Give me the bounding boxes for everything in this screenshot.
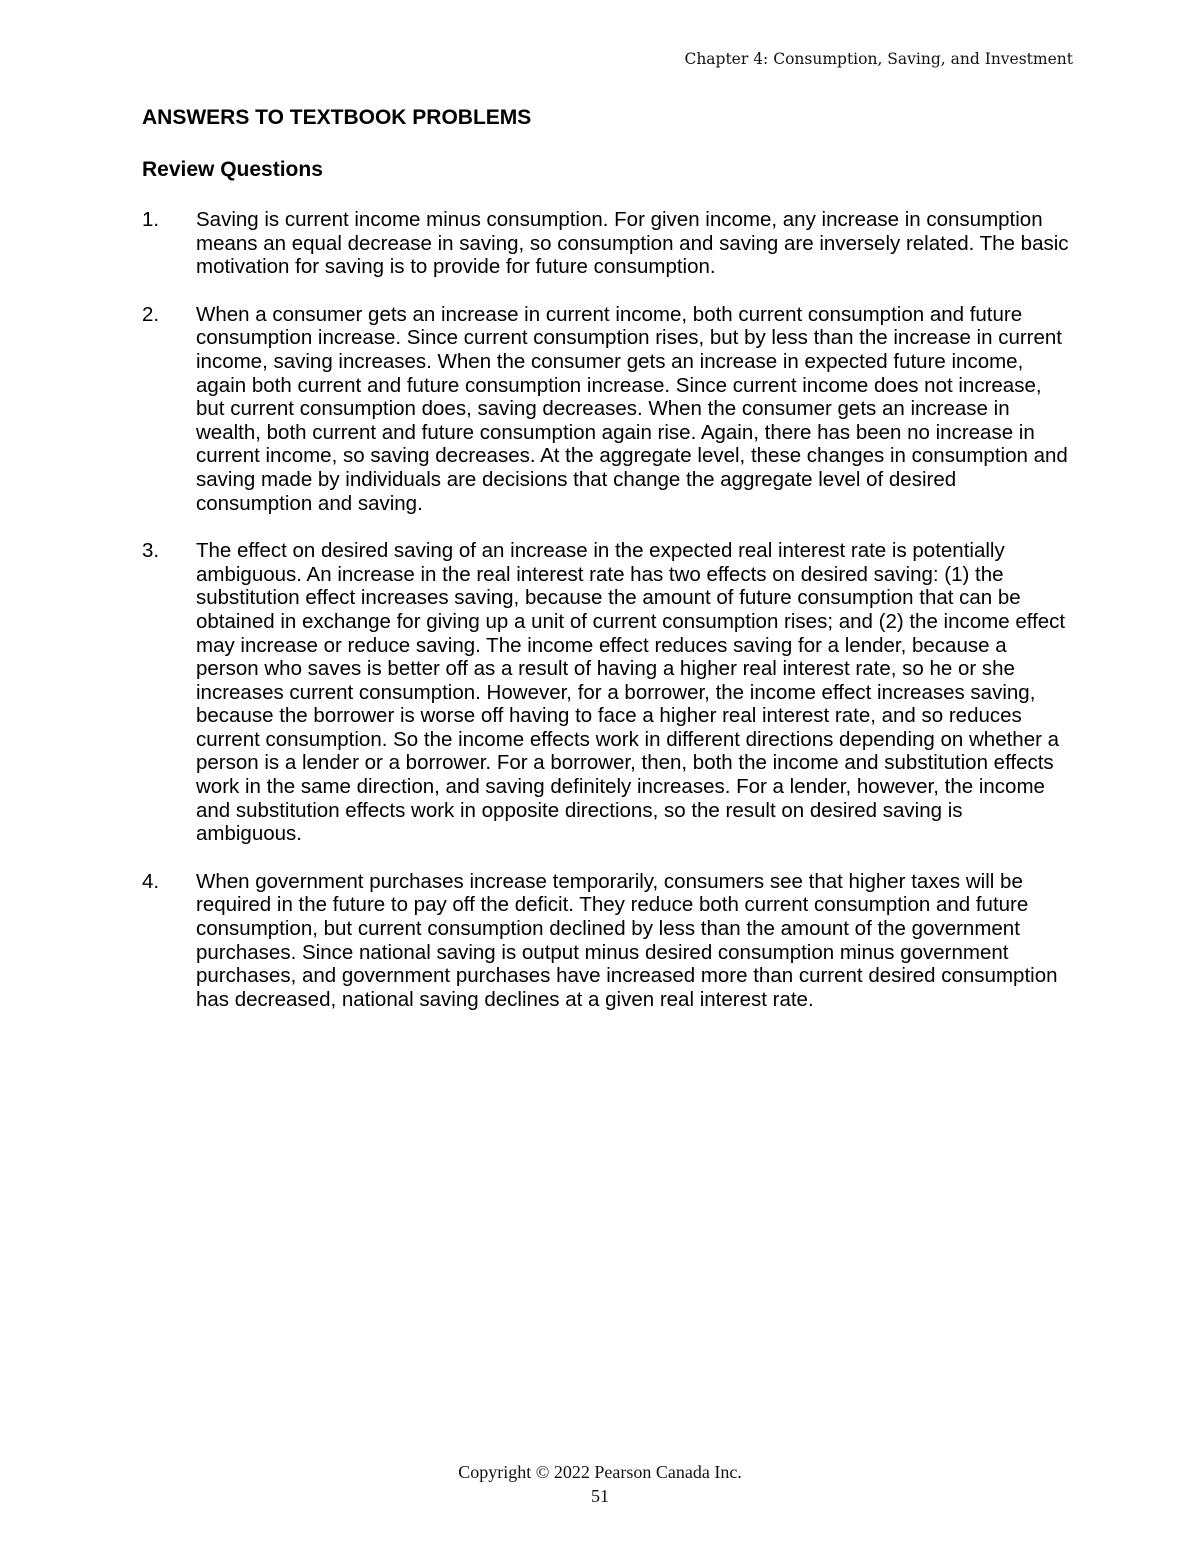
question-number: 1. [142, 208, 160, 231]
question-answer-text: When a consumer gets an increase in current income, both current consumption and future consumption increase. Since current consumption rises, but by less than the increase in current income, saving increases. When the consumer gets an increase in expected future income, again both current and future consumption increase. Since current income does not increase, but current consumption does, saving decreases. When the consumer gets an increase in wealth, both current and future consumption again rise. Again, there has been no increase in current income, so saving decreases. At the aggregate level, these changes in consumption and saving made by individuals are decisions that change the aggregate level of desired consumption and saving. [196, 302, 1068, 515]
question-number: 4. [142, 869, 160, 893]
copyright-notice: Copyright © 2022 Pearson Canada Inc. [458, 1462, 742, 1482]
review-question-1 [142, 208, 1072, 279]
review-question-4 [142, 870, 1072, 1012]
review-question-3 [142, 539, 1072, 846]
question-answer-text: The effect on desired saving of an increase in the expected real interest rate is potentially ambiguous. An increase in the real interest rate has two effects on desired saving: (1) the substitution effect increases saving, because the amount of future consumption that can be obtained in exchange for giving up a unit of current consumption rises; and (2) the income effect may increase or reduce saving. The income effect reduces saving for a lender, because a person who saves is better off as a result of having a higher real interest rate, so he or she increases current consumption. However, for a borrower, the income effect increases saving, because the borrower is worse off having to face a higher real interest rate, and so reduces current consumption. So the income effects work in different directions depending on whether a person is a lender or a borrower. For a borrower, then, both the income and substitution effects work in the same direction, and saving definitely increases. For a lender, however, the income and substitution effects work in opposite directions, so the result on desired saving is ambiguous. [196, 539, 1066, 846]
review-question-2 [142, 303, 1072, 515]
question-number: 3. [142, 539, 160, 563]
question-answer-text: When government purchases increase temporarily, consumers see that higher taxes will be required in the future to pay off the deficit. They reduce both current consumption and future consumption, but current consumption declined by less than the amount of the government purchases. Since national saving is output minus desired consumption minus government purchases, and government purchases have increased more than current desired consumption has decreased, national saving declines at a given real interest rate. [196, 869, 1058, 1011]
running-header: Chapter 4: Consumption, Saving, and Investment [684, 50, 1073, 68]
section-title: ANSWERS TO TEXTBOOK PROBLEMS [142, 106, 532, 129]
question-number: 2. [142, 302, 160, 326]
subsection-title: Review Questions [142, 158, 323, 181]
review-questions-list [142, 208, 1072, 1035]
question-answer-text: Saving is current income minus consumption. For given income, any increase in consumption means an equal decrease in saving, so consumption and saving are inversely related. The basic motivation for saving is to provide for future consumption. [196, 208, 1069, 279]
page-number: 51 [591, 1486, 609, 1506]
